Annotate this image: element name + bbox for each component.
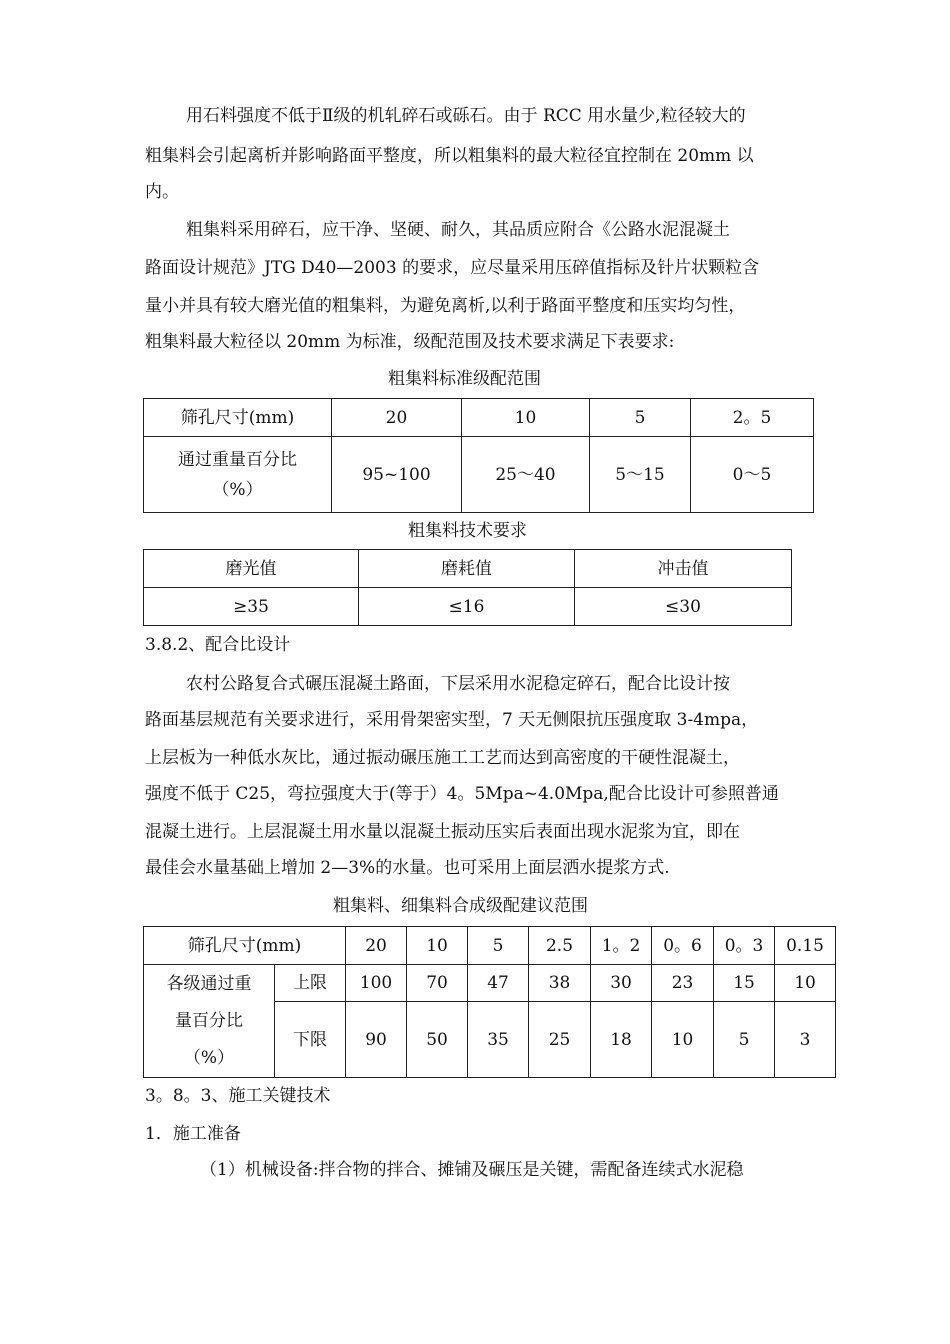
group-label-line: 各级通过重 <box>166 973 252 994</box>
header-cell: 2.5 <box>529 927 591 965</box>
header-cell: 0。6 <box>652 927 714 965</box>
value-cell: 100 <box>346 965 407 1002</box>
table-row <box>144 550 792 588</box>
value-cell: ≤30 <box>575 588 792 626</box>
group-label-line: 量百分比 <box>175 1010 243 1031</box>
header-cell: 冲击值 <box>575 550 792 588</box>
header-cell: 筛孔尺寸(mm) <box>144 399 332 437</box>
value-cell: 23 <box>652 965 714 1002</box>
row-label-cell <box>144 437 332 513</box>
row-label-line: 通过重量百分比 <box>178 449 297 470</box>
value-cell: 95~100 <box>332 437 462 513</box>
paragraph-line: 强度不低于 C25，弯拉强度大于(等于）4。5Mpa~4.0Mpa,配合比设计可参照普通 <box>145 784 779 804</box>
paragraph-line: 量小并具有较大磨光值的粗集料，为避免离析,以利于路面平整度和压实均匀性， <box>145 296 746 316</box>
header-cell: 2。5 <box>691 399 814 437</box>
paragraph-line: 农村公路复合式碾压混凝土路面，下层采用水泥稳定碎石，配合比设计按 <box>186 674 730 694</box>
group-label-line: （%） <box>183 1047 235 1068</box>
table2-caption: 粗集料技术要求 <box>408 521 527 541</box>
value-cell: ≤16 <box>359 588 575 626</box>
value-cell: 38 <box>529 965 591 1002</box>
table-row <box>144 927 836 965</box>
row-label-line: （%） <box>212 479 263 500</box>
header-cell: 10 <box>462 399 590 437</box>
combined-gradation-table <box>143 926 836 1078</box>
value-cell: 3 <box>775 1002 836 1078</box>
section-heading: 3。8。3、施工关键技术 <box>145 1086 331 1106</box>
paragraph-line: 粗集料采用碎石，应干净、坚硬、耐久，其品质应附合《公路水泥混凝土 <box>186 220 730 240</box>
value-cell: 30 <box>591 965 652 1002</box>
paragraph-line: 路面设计规范》JTG D40—2003 的要求，应尽量采用压碎值指标及针片状颗粒含 <box>145 258 760 278</box>
tech-requirements-table <box>143 549 792 626</box>
header-cell: 磨耗值 <box>359 550 575 588</box>
paragraph-line: 粗集料最大粒径以 20mm 为标准，级配范围及技术要求满足下表要求: <box>145 332 675 352</box>
value-cell: 25 <box>529 1002 591 1078</box>
paragraph-line: 粗集料会引起离析并影响路面平整度，所以粗集料的最大粒径宜控制在 20mm 以 <box>145 146 754 166</box>
value-cell: 25～40 <box>462 437 590 513</box>
row-label-cell: 上限 <box>275 965 346 1002</box>
value-cell: 10 <box>775 965 836 1002</box>
table3-caption: 粗集料、细集料合成级配建议范围 <box>333 896 588 916</box>
header-cell: 20 <box>346 927 407 965</box>
value-cell: 90 <box>346 1002 407 1078</box>
value-cell: ≥35 <box>144 588 359 626</box>
header-cell: 筛孔尺寸(mm) <box>144 927 346 965</box>
paragraph-line: 用石料强度不低于Ⅱ级的机轧碎石或砾石。由于 RCC 用水量少,粒径较大的 <box>186 106 746 126</box>
table-row <box>144 588 792 626</box>
value-cell: 35 <box>468 1002 529 1078</box>
table-row <box>144 965 836 1002</box>
value-cell: 10 <box>652 1002 714 1078</box>
paragraph-line: （1）机械设备:拌合物的拌合、摊铺及碾压是关键，需配备连续式水泥稳 <box>200 1160 744 1180</box>
group-label-cell <box>144 965 275 1078</box>
header-cell: 磨光值 <box>144 550 359 588</box>
header-cell: 20 <box>332 399 462 437</box>
header-cell: 0.15 <box>775 927 836 965</box>
paragraph-line: 混凝土进行。上层混凝土用水量以混凝土振动压实后表面出现水泥浆为宜，即在 <box>145 822 740 842</box>
value-cell: 5～15 <box>590 437 691 513</box>
value-cell: 0～5 <box>691 437 814 513</box>
value-cell: 50 <box>407 1002 468 1078</box>
gradation-table <box>143 398 814 513</box>
header-cell: 0。3 <box>714 927 775 965</box>
table1-caption: 粗集料标准级配范围 <box>388 369 541 389</box>
paragraph-line: 路面基层规范有关要求进行，采用骨架密实型，7 天无侧限抗压强度取 3-4mpa， <box>145 710 759 730</box>
value-cell: 5 <box>714 1002 775 1078</box>
value-cell: 15 <box>714 965 775 1002</box>
paragraph-line: 上层板为一种低水灰比，通过振动碾压施工工艺而达到高密度的干硬性混凝土， <box>145 748 740 768</box>
row-label-cell: 下限 <box>275 1002 346 1078</box>
header-cell: 5 <box>590 399 691 437</box>
header-cell: 5 <box>468 927 529 965</box>
header-cell: 1。2 <box>591 927 652 965</box>
paragraph-line: 内。 <box>145 182 179 202</box>
subsection-heading: 1．施工准备 <box>145 1124 241 1144</box>
table-row <box>144 437 814 513</box>
paragraph-line: 最佳会水量基础上增加 2—3%的水量。也可采用上面层洒水提浆方式. <box>145 858 670 878</box>
value-cell: 47 <box>468 965 529 1002</box>
value-cell: 70 <box>407 965 468 1002</box>
header-cell: 10 <box>407 927 468 965</box>
value-cell: 18 <box>591 1002 652 1078</box>
section-heading: 3.8.2、配合比设计 <box>145 635 291 655</box>
table-row <box>144 399 814 437</box>
